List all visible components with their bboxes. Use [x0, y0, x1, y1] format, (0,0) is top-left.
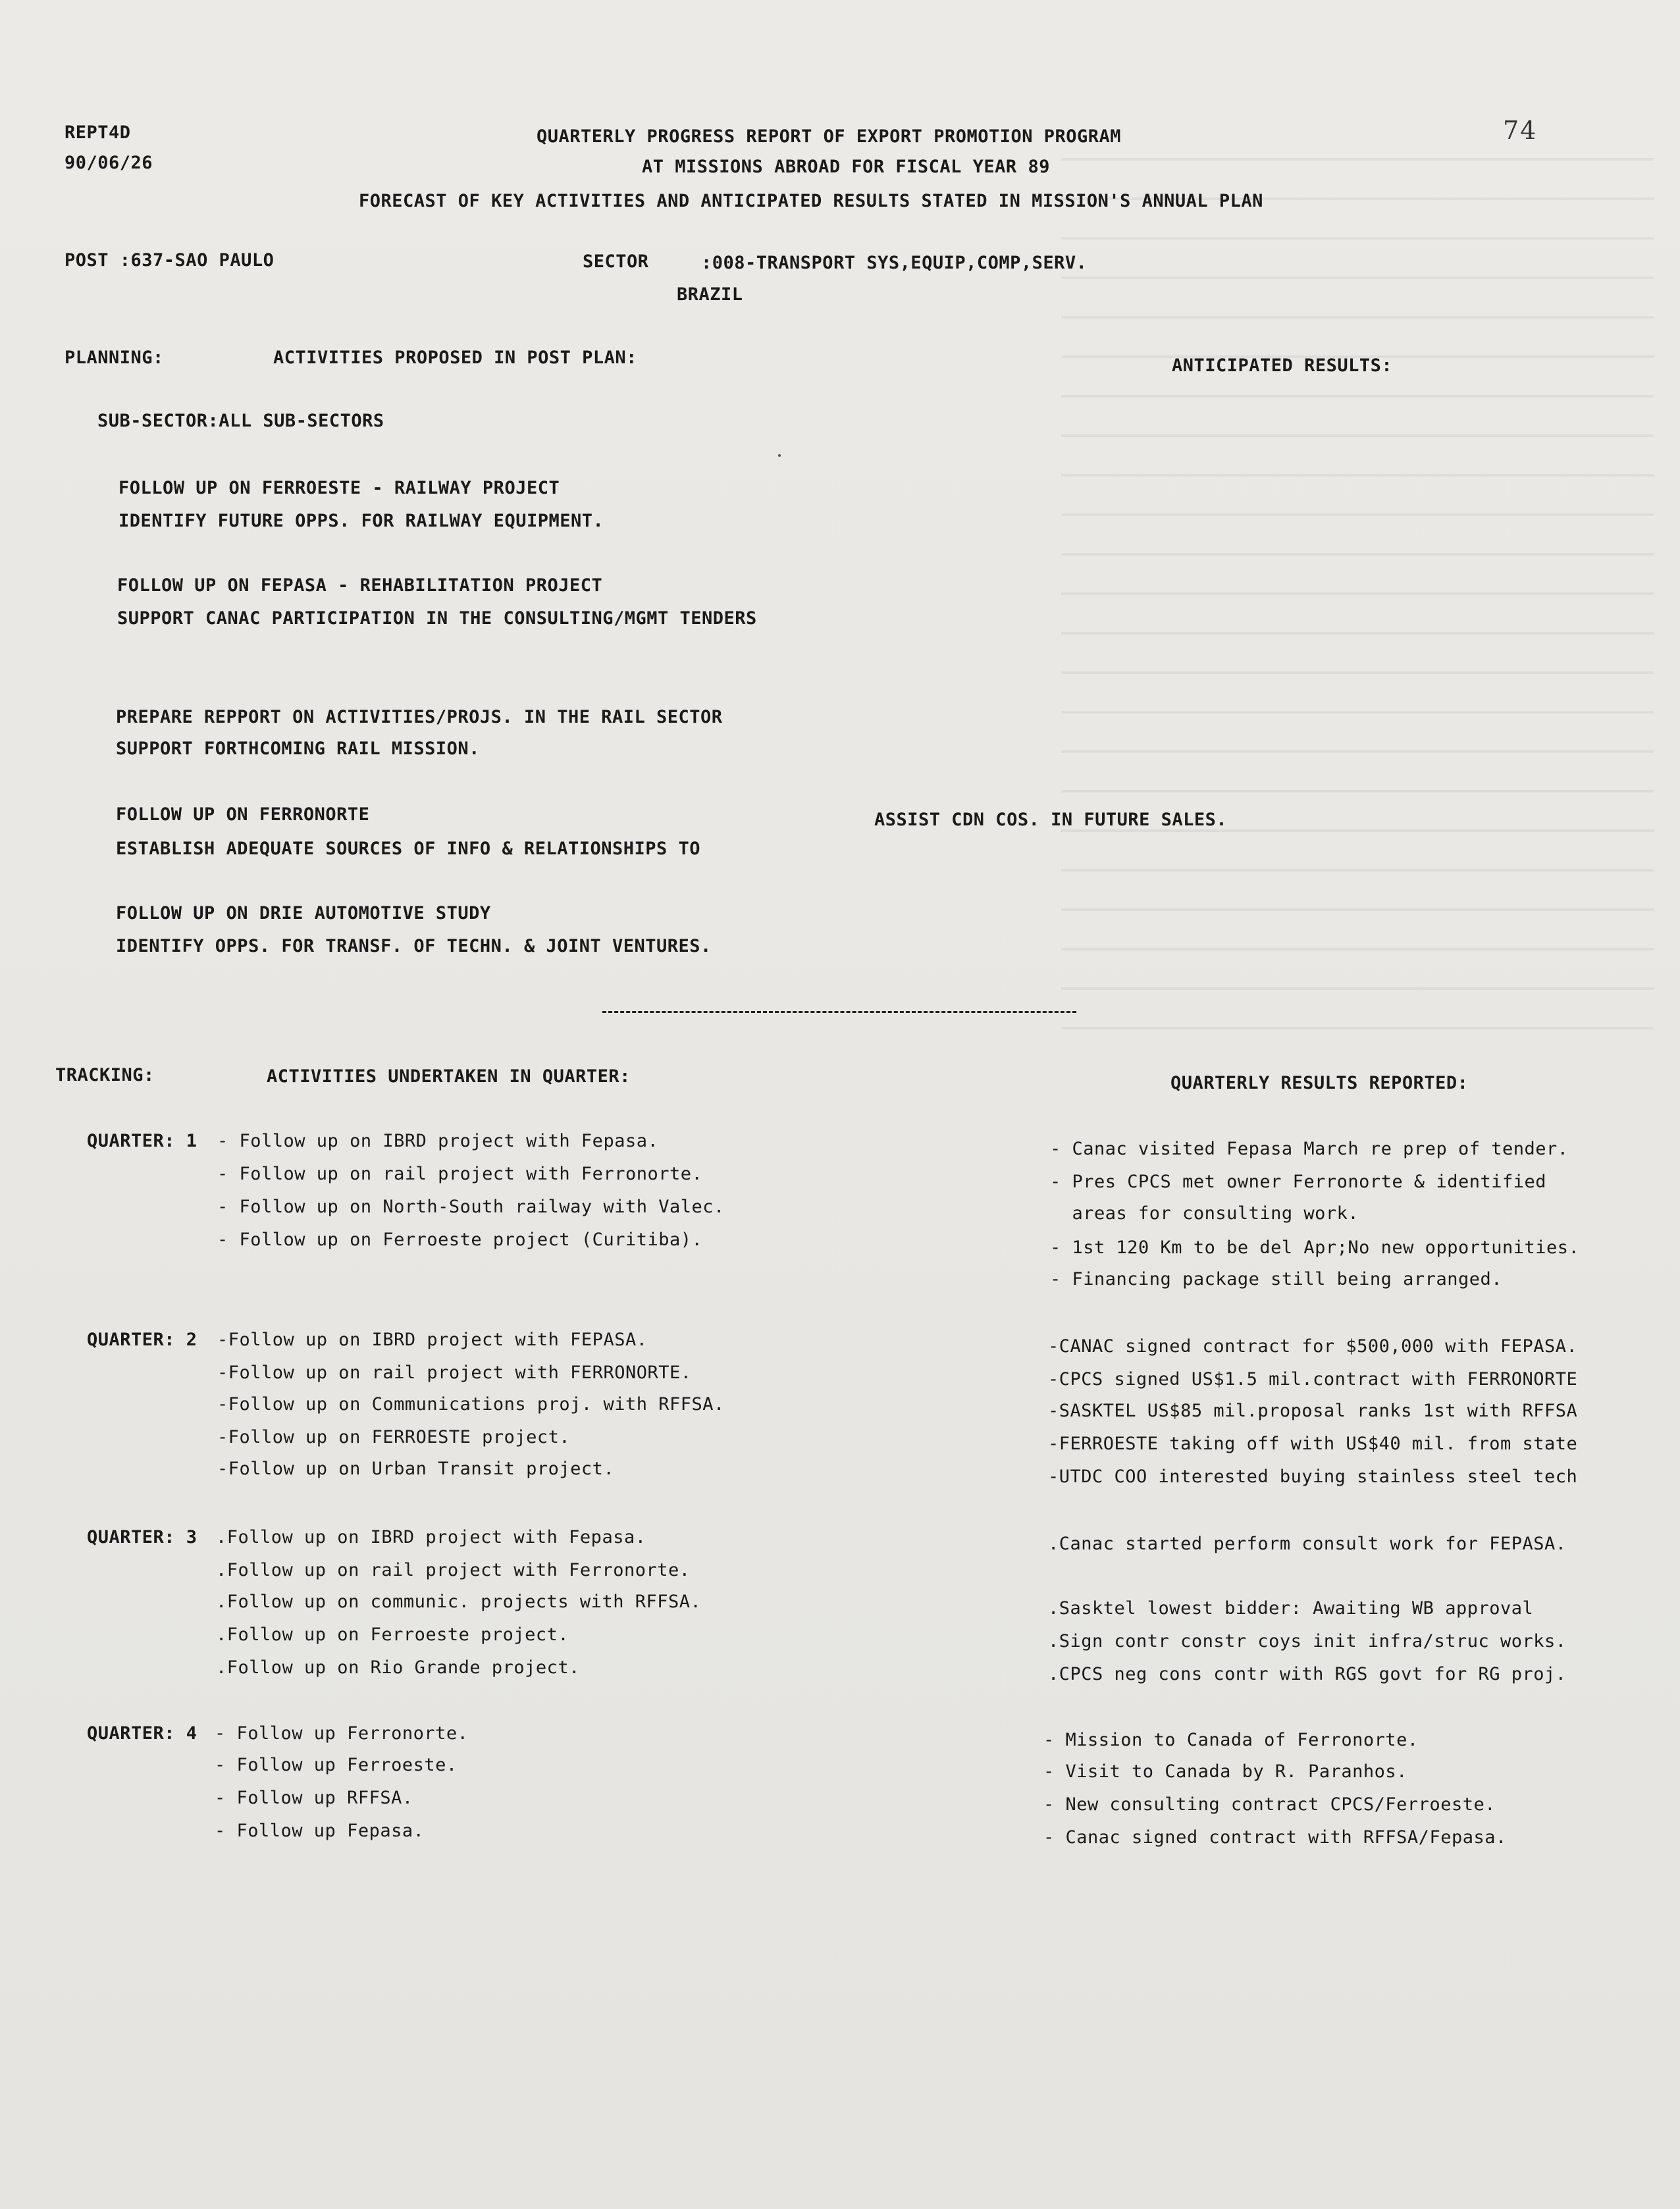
quarter-3-activity: .Follow up on IBRD project with Fepasa.	[216, 1527, 646, 1547]
report-date: 90/06/26	[65, 153, 153, 173]
sector-label: SECTOR	[583, 251, 649, 272]
quarter-2-activity: -Follow up on rail project with FERRONORTE.	[217, 1363, 692, 1383]
title-line-3: FORECAST OF KEY ACTIVITIES AND ANTICIPATED RESULTS STATED IN MISSION'S ANNUAL PLAN	[359, 191, 1263, 211]
planning-item-1-line1: FOLLOW UP ON FERROESTE - RAILWAY PROJECT	[118, 478, 560, 498]
quarter-2-result: -FERROESTE taking off with US$40 mil. from state	[1048, 1434, 1578, 1454]
quarter-2-activity: -Follow up on Communications proj. with RFFSA.	[217, 1394, 725, 1415]
quarter-1-activity: - Follow up on North-South railway with Valec.	[217, 1197, 725, 1217]
country: BRAZIL	[677, 284, 743, 305]
tracking-label: TRACKING:	[55, 1065, 155, 1085]
quarter-3-result: .Sasktel lowest bidder: Awaiting WB approval	[1048, 1598, 1534, 1619]
quarter-3-activity: .Follow up on communic. projects with RFFSA.	[216, 1592, 702, 1612]
planning-results-heading: ANTICIPATED RESULTS:	[1172, 355, 1393, 376]
quarter-1-result: - Canac visited Fepasa March re prep of tender.	[1050, 1139, 1569, 1159]
quarter-4-activity: - Follow up Ferronorte.	[215, 1723, 469, 1744]
planning-activities-heading: ACTIVITIES PROPOSED IN POST PLAN:	[273, 348, 637, 368]
quarter-4-activity: - Follow up RFFSA.	[215, 1788, 413, 1808]
planning-item-2-line2: SUPPORT CANAC PARTICIPATION IN THE CONSULTING/MGMT TENDERS	[117, 608, 757, 629]
quarter-3-result: .Sign contr constr coys init infra/struc works.	[1048, 1631, 1567, 1651]
quarter-3-activity: .Follow up on Rio Grande project.	[216, 1657, 580, 1678]
quarter-4-result: - Mission to Canada of Ferronorte.	[1043, 1730, 1419, 1750]
report-id: REPT4D	[65, 122, 131, 143]
separator-line	[602, 1011, 1076, 1013]
quarter-2-activity: -Follow up on IBRD project with FEPASA.	[217, 1330, 648, 1350]
quarter-1-result: - 1st 120 Km to be del Apr;No new opportunities.	[1050, 1237, 1580, 1258]
quarter-4-activity: - Follow up Ferroeste.	[215, 1755, 458, 1775]
quarter-2-result: -CANAC signed contract for $500,000 with FEPASA.	[1048, 1336, 1578, 1357]
quarter-1-result: areas for consulting work.	[1050, 1203, 1359, 1224]
planning-item-1-line2: IDENTIFY FUTURE OPPS. FOR RAILWAY EQUIPMENT.	[118, 511, 604, 531]
quarter-4-result: - Visit to Canada by R. Paranhos.	[1043, 1761, 1407, 1782]
planning-item-3-line2: SUPPORT FORTHCOMING RAIL MISSION.	[116, 739, 480, 759]
quarter-3-result: .CPCS neg cons contr with RGS govt for RG proj.	[1048, 1664, 1567, 1684]
bleed-through-texture	[1061, 132, 1654, 1053]
quarter-2-activity: -Follow up on Urban Transit project.	[217, 1459, 615, 1479]
quarter-1-label: QUARTER: 1	[87, 1131, 197, 1151]
planning-item-4-line2: ESTABLISH ADEQUATE SOURCES OF INFO & RELATIONSHIPS TO	[116, 839, 701, 859]
planning-item-4-line1: FOLLOW UP ON FERRONORTE	[116, 804, 370, 825]
quarter-3-activity: .Follow up on Ferroeste project.	[216, 1624, 569, 1645]
quarter-3-result: .Canac started perform consult work for FEPASA.	[1048, 1534, 1567, 1554]
planning-item-4-result: ASSIST CDN COS. IN FUTURE SALES.	[874, 810, 1228, 830]
quarter-2-label: QUARTER: 2	[87, 1330, 197, 1350]
quarter-1-activity: - Follow up on rail project with Ferronorte.	[217, 1164, 703, 1184]
tracking-activities-heading: ACTIVITIES UNDERTAKEN IN QUARTER:	[267, 1066, 631, 1087]
quarter-1-result: - Pres CPCS met owner Ferronorte & identified	[1050, 1172, 1546, 1192]
quarter-4-activity: - Follow up Fepasa.	[215, 1821, 425, 1841]
subsector: SUB-SECTOR:ALL SUB-SECTORS	[97, 411, 384, 431]
quarter-2-result: -CPCS signed US$1.5 mil.contract with FERRONORTE	[1048, 1369, 1578, 1390]
quarter-4-result: - Canac signed contract with RFFSA/Fepasa.	[1043, 1827, 1507, 1848]
title-line-2: AT MISSIONS ABROAD FOR FISCAL YEAR 89	[642, 157, 1050, 177]
quarter-1-result: - Financing package still being arranged.	[1050, 1269, 1502, 1289]
quarter-1-activity: - Follow up on IBRD project with Fepasa.	[217, 1131, 659, 1151]
quarter-2-activity: -Follow up on FERROESTE project.	[217, 1427, 571, 1447]
tracking-results-heading: QUARTERLY RESULTS REPORTED:	[1170, 1073, 1469, 1093]
planning-item-5-line1: FOLLOW UP ON DRIE AUTOMOTIVE STUDY	[116, 903, 491, 923]
planning-item-2-line1: FOLLOW UP ON FEPASA - REHABILITATION PROJECT	[117, 575, 603, 596]
quarter-1-activity: - Follow up on Ferroeste project (Curitiba).	[217, 1230, 703, 1250]
title-line-1: QUARTERLY PROGRESS REPORT OF EXPORT PROMOTION PROGRAM	[537, 126, 1122, 147]
sector-value: :008-TRANSPORT SYS,EQUIP,COMP,SERV.	[701, 253, 1088, 273]
planning-item-3-line1: PREPARE REPPORT ON ACTIVITIES/PROJS. IN THE RAIL SECTOR	[116, 707, 723, 727]
planning-item-5-line2: IDENTIFY OPPS. FOR TRANSF. OF TECHN. & JOINT VENTURES.	[116, 936, 712, 956]
quarter-4-result: - New consulting contract CPCS/Ferroeste.	[1043, 1794, 1496, 1815]
post-label: POST :637-SAO PAULO	[65, 250, 275, 271]
quarter-2-result: -UTDC COO interested buying stainless steel tech	[1048, 1467, 1578, 1487]
quarter-4-label: QUARTER: 4	[87, 1723, 197, 1744]
quarter-3-label: QUARTER: 3	[87, 1527, 197, 1547]
speck	[778, 454, 781, 457]
planning-label: PLANNING:	[65, 348, 164, 368]
quarter-2-result: -SASKTEL US$85 mil.proposal ranks 1st with RFFSA	[1048, 1401, 1578, 1421]
quarter-3-activity: .Follow up on rail project with Ferronorte.	[216, 1560, 691, 1580]
page-number: 74	[1503, 116, 1538, 145]
